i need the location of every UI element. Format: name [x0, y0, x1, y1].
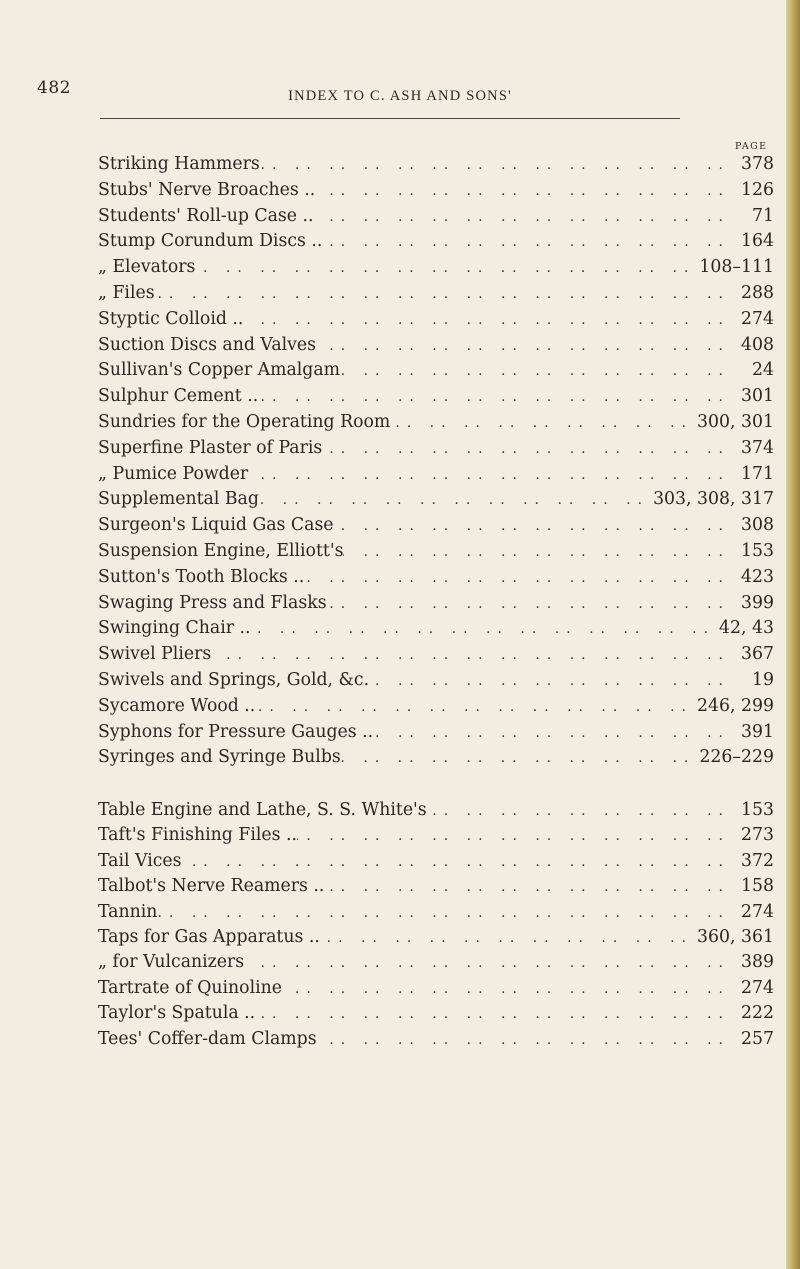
dot-leader: [373, 721, 734, 747]
page-edge: [786, 0, 800, 1269]
index-entry: [98, 255, 774, 281]
index-entry: [98, 358, 774, 384]
index-entry: [98, 1027, 774, 1052]
index-entry: [98, 229, 774, 255]
dot-leader: [313, 205, 734, 231]
dot-leader: [255, 1002, 734, 1027]
entry-term: Stubs' Nerve Broaches ..: [98, 179, 316, 200]
entry-term: „ Pumice Powder: [98, 463, 249, 484]
index-entry: [98, 720, 774, 746]
index-entry: [98, 616, 774, 642]
entry-term: Sutton's Tooth Blocks ..: [98, 566, 305, 587]
entry-page-numbers: 408: [741, 334, 774, 355]
entry-term: Talbot's Nerve Reamers ..: [98, 876, 325, 897]
entry-page-numbers: 274: [741, 901, 774, 922]
entry-page-numbers: 301: [741, 386, 774, 407]
entry-page-numbers: 378: [741, 154, 774, 174]
entry-term: „ Files: [98, 282, 155, 303]
dot-leader: [327, 592, 734, 618]
entry-page-numbers: 367: [741, 644, 774, 665]
entry-page-numbers: 372: [741, 850, 774, 871]
entry-page-numbers: 308: [741, 515, 774, 536]
entry-term: Tees' Coffer-dam Clamps: [98, 1028, 317, 1049]
index-entry: [98, 565, 774, 591]
entry-term: Suction Discs and Valves: [98, 334, 317, 355]
entry-term: Taft's Finishing Files ..: [98, 825, 297, 846]
entry-page-numbers: 391: [741, 721, 774, 742]
dot-leader: [315, 179, 734, 205]
entry-page-numbers: 399: [741, 592, 774, 613]
entry-page-numbers: 303, 308, 317: [653, 489, 774, 510]
index-entry: [98, 152, 774, 178]
entry-term: Sullivan's Copper Amalgam: [98, 360, 341, 381]
entry-page-numbers: 273: [741, 825, 774, 846]
dot-leader: [334, 514, 734, 540]
index-entry: [98, 487, 774, 513]
dot-leader: [259, 488, 653, 514]
entry-page-numbers: 171: [741, 463, 774, 484]
entry-term: Stump Corundum Discs ..: [98, 231, 323, 252]
entry-page-numbers: 246, 299: [697, 695, 774, 716]
index-entry: [98, 874, 774, 899]
index-entry: [98, 307, 774, 333]
index-entry: [98, 410, 774, 436]
index-entry: [98, 668, 774, 694]
entry-term: Table Engine and Lathe, S. S. White's: [98, 800, 427, 820]
index-entry: [98, 642, 774, 668]
entry-term: Swinging Chair ..: [98, 618, 251, 639]
entry-term: Syphons for Pressure Gauges ..: [98, 721, 374, 742]
entry-page-numbers: 274: [741, 977, 774, 998]
entry-page-numbers: 274: [741, 308, 774, 329]
entry-term: Tannin: [98, 901, 158, 922]
entry-page-numbers: 389: [741, 952, 774, 973]
index-entry: [98, 333, 774, 359]
entry-page-numbers: 288: [741, 282, 774, 303]
index-entry: [98, 1001, 774, 1026]
entry-page-numbers: 42, 43: [719, 618, 774, 639]
entry-term: Sundries for the Operating Room: [98, 411, 391, 432]
entry-page-numbers: 19: [752, 669, 774, 690]
dot-leader: [340, 359, 734, 385]
entry-term: Tartrate of Quinoline: [98, 977, 282, 998]
entry-term: Sycamore Wood ..: [98, 695, 256, 716]
entry-term: Surgeon's Liquid Gas Case: [98, 515, 334, 536]
dot-leader: [343, 540, 734, 566]
entry-term: „ for Vulcanizers: [98, 952, 245, 973]
index-section-t: [98, 798, 774, 1052]
entry-page-numbers: 164: [741, 231, 774, 252]
entry-page-numbers: 108–111: [699, 257, 774, 278]
entry-term: Taps for Gas Apparatus ..: [98, 926, 320, 947]
entry-term: Supplemental Bag: [98, 489, 259, 510]
index-entry: [98, 694, 774, 720]
index-entry: [98, 950, 774, 975]
index-entry: [98, 436, 774, 462]
entry-page-numbers: 360, 361: [697, 926, 774, 947]
index-entry: [98, 539, 774, 565]
dot-leader: [243, 308, 734, 334]
dot-leader: [322, 230, 734, 256]
index-section-s: [98, 152, 774, 771]
running-title: INDEX TO C. ASH AND SONS': [288, 88, 512, 104]
header-rule: [100, 118, 680, 119]
index-entry: [98, 591, 774, 617]
entry-page-numbers: 153: [741, 540, 774, 561]
entry-term: Superfine Plaster of Paris: [98, 437, 323, 458]
entry-page-numbers: 24: [752, 360, 774, 381]
dot-leader: [255, 695, 697, 721]
dot-leader: [317, 1028, 734, 1053]
dot-leader: [324, 875, 734, 900]
page-header: [0, 78, 800, 118]
entry-page-numbers: 126: [741, 179, 774, 200]
index-entry: [98, 178, 774, 204]
dot-leader: [157, 901, 734, 926]
entry-term: „ Elevators: [98, 257, 196, 278]
entry-term: Styptic Colloid ..: [98, 308, 244, 329]
dot-leader: [316, 334, 734, 360]
dot-leader: [195, 256, 699, 282]
index-entry: [98, 745, 774, 771]
dot-leader: [244, 951, 734, 976]
dot-leader: [182, 850, 734, 875]
index-entry: [98, 823, 774, 848]
dot-leader: [248, 463, 734, 489]
entry-term: Striking Hammers: [98, 154, 260, 174]
index-entry: [98, 384, 774, 410]
entry-term: Swivels and Springs, Gold, &c.: [98, 669, 370, 690]
dot-leader: [304, 566, 734, 592]
dot-leader: [341, 746, 700, 772]
dot-leader: [251, 617, 720, 643]
entry-page-numbers: 153: [741, 800, 774, 820]
entry-page-numbers: 71: [752, 205, 774, 226]
dot-leader: [369, 669, 734, 695]
entry-page-numbers: 158: [741, 876, 774, 897]
entry-term: Swaging Press and Flasks: [98, 592, 327, 613]
dot-leader: [258, 385, 734, 411]
entry-page-numbers: 423: [741, 566, 774, 587]
index-entry: [98, 798, 774, 823]
dot-leader: [390, 411, 697, 437]
dot-leader: [282, 977, 734, 1002]
entry-page-numbers: 257: [741, 1028, 774, 1049]
index-entry: [98, 204, 774, 230]
entry-term: Syringes and Syringe Bulbs: [98, 747, 341, 768]
dot-leader: [260, 153, 734, 179]
page-column-label: PAGE: [735, 141, 768, 152]
index-entry: [98, 976, 774, 1001]
index-entry: [98, 900, 774, 925]
entry-page-numbers: 374: [741, 437, 774, 458]
index-entry: [98, 925, 774, 950]
index-entry: [98, 281, 774, 307]
index-entry: [98, 462, 774, 488]
entry-page-numbers: 226–229: [699, 747, 774, 768]
entry-page-numbers: 300, 301: [697, 411, 774, 432]
index-entry: [98, 513, 774, 539]
page-number: 482: [37, 78, 71, 98]
entry-page-numbers: 222: [741, 1003, 774, 1024]
entry-term: Swivel Pliers: [98, 644, 212, 665]
dot-leader: [211, 643, 734, 669]
dot-leader: [155, 282, 734, 308]
dot-leader: [320, 926, 697, 951]
dot-leader: [322, 437, 734, 463]
dot-leader: [297, 824, 734, 849]
dot-leader: [427, 799, 734, 824]
entry-term: Students' Roll-up Case ..: [98, 205, 314, 226]
entry-term: Sulphur Cement ..: [98, 386, 259, 407]
entry-term: Tail Vices: [98, 850, 182, 871]
entry-term: Suspension Engine, Elliott's: [98, 540, 344, 561]
entry-term: Taylor's Spatula ..: [98, 1003, 256, 1024]
index-entry: [98, 849, 774, 874]
